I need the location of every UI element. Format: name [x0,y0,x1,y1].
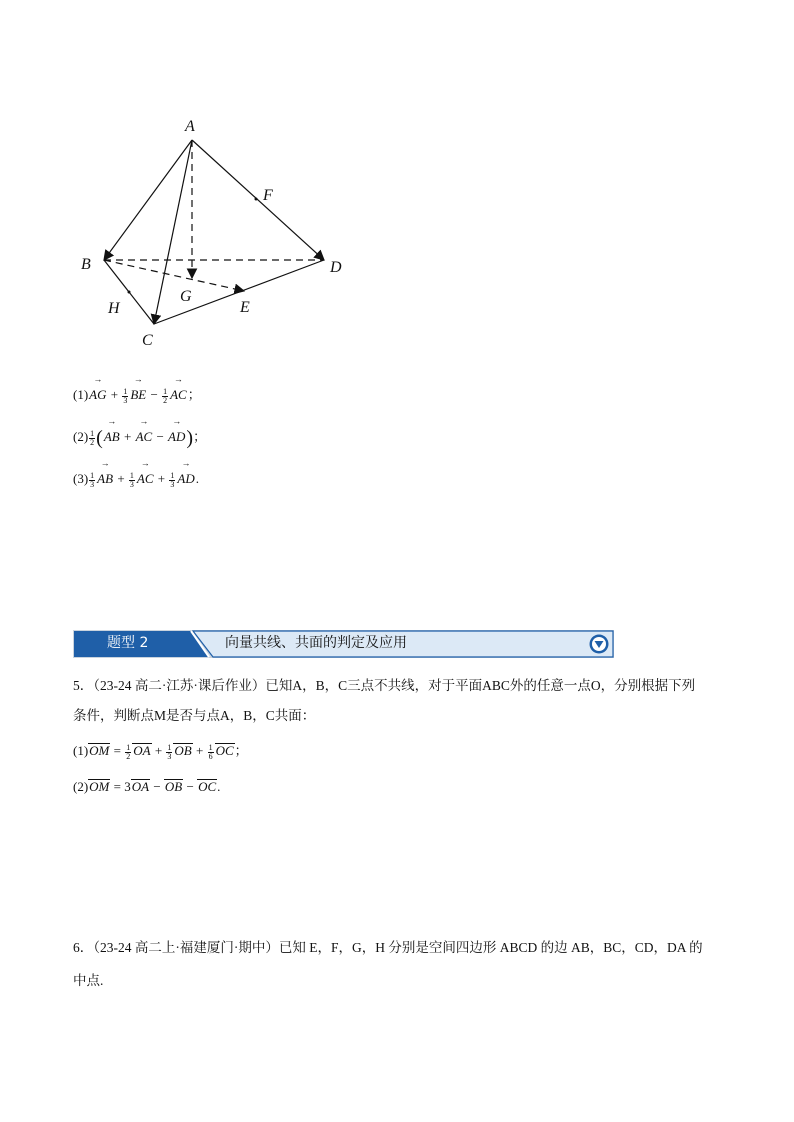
operator: − [150,779,164,794]
q4-item-3 [73,469,199,489]
fraction-denominator: 6 [208,751,213,761]
vector: → AC [135,427,154,447]
operator: − [147,387,162,402]
vector: OB [174,743,192,758]
vector: OB [164,779,183,794]
vector: OM [89,743,110,758]
label-A: A [185,118,195,135]
edge-AD [192,140,324,260]
item-end: . [217,779,221,794]
point-F [255,198,258,201]
fraction-numerator: 1 [163,386,168,396]
vector: → AD [176,469,195,489]
vector: → AC [169,385,188,405]
fraction [122,388,128,405]
vector: OA [133,743,151,758]
q5-line1: 5．（23-24 高二·江苏·课后作业）已知A，B，C三点不共线，对于平面ABC外的任意一点O，分别根据下列 [73,678,696,693]
operator: + [114,471,128,486]
fraction [169,472,175,489]
q5-item-2 [73,777,220,797]
operator: + [154,471,169,486]
q4-item-2 [73,427,206,448]
vector: → AD [167,427,186,447]
equals: = [110,743,125,758]
section-title: 向量共线、共面的判定及应用 [225,635,407,651]
item-end: . [195,471,199,486]
fraction-denominator: 3 [123,395,128,405]
vector: OC [215,743,234,758]
operator: + [192,743,207,758]
paren-close: ) [186,427,194,449]
item-end: ； [187,387,201,402]
vector: OM [89,779,110,794]
operator: + [107,387,122,402]
item-number: (1) [73,743,89,758]
fraction-denominator: 2 [126,751,131,761]
fraction-numerator: 1 [90,428,95,438]
fraction-numerator: 1 [170,470,175,480]
q6-line1: 6．（23-24 高二上·福建厦门·期中）已知 E，F，G，H 分别是空间四边形 ABCD 的边 AB，BC，CD，DA 的 [73,940,703,955]
item-number: (3) [73,471,89,486]
q5-line2: 条件，判断点M是否与点A，B，C共面： [73,708,316,723]
section-tag: 题型 2 [107,635,149,651]
item-number: (2) [73,429,89,444]
fraction [166,744,172,761]
operator: − [153,429,168,444]
vector: → AB [96,469,114,489]
fraction-numerator: 1 [90,470,95,480]
item-end: ； [193,429,207,444]
label-H: H [108,300,120,317]
q4-item-1 [73,385,201,405]
vector: → AB [103,427,121,447]
fraction [125,744,131,761]
fraction-denominator: 2 [163,395,168,405]
label-F: F [263,187,273,204]
vector: OA [131,779,150,794]
vector: OC [198,779,217,794]
fraction-denominator: 3 [129,479,134,489]
fraction-denominator: 3 [90,479,95,489]
equals: = [110,779,125,794]
fraction [129,472,135,489]
fraction [89,430,95,447]
fraction [208,744,214,761]
operator: + [120,429,135,444]
item-number: (1) [73,387,89,402]
edge-AB [104,140,192,260]
fraction-numerator: 1 [129,470,134,480]
fraction-denominator: 2 [90,437,95,447]
operator: + [151,743,166,758]
item-end: ； [234,743,248,758]
vector: → AG [88,385,107,405]
q5-item-1 [73,741,248,761]
item-number: (2) [73,779,89,794]
vector: → AC [136,469,155,489]
fraction-numerator: 1 [126,742,131,752]
q6-line2: 中点. [73,973,104,988]
point-H [128,291,131,294]
fraction-numerator: 1 [167,742,172,752]
coefficient: 3 [124,779,131,794]
label-B: B [81,256,91,273]
label-C: C [142,332,153,349]
fraction-numerator: 1 [208,742,213,752]
vector: → BE [129,385,147,405]
tetrahedron-figure [70,110,370,360]
fraction-denominator: 3 [170,479,175,489]
fraction [89,472,95,489]
label-G: G [180,288,192,305]
operator: − [183,779,198,794]
fraction-denominator: 3 [167,751,172,761]
paren-open: ( [96,427,103,449]
fraction-numerator: 1 [123,386,128,396]
fraction [162,388,168,405]
label-E: E [240,299,250,316]
label-D: D [330,259,342,276]
